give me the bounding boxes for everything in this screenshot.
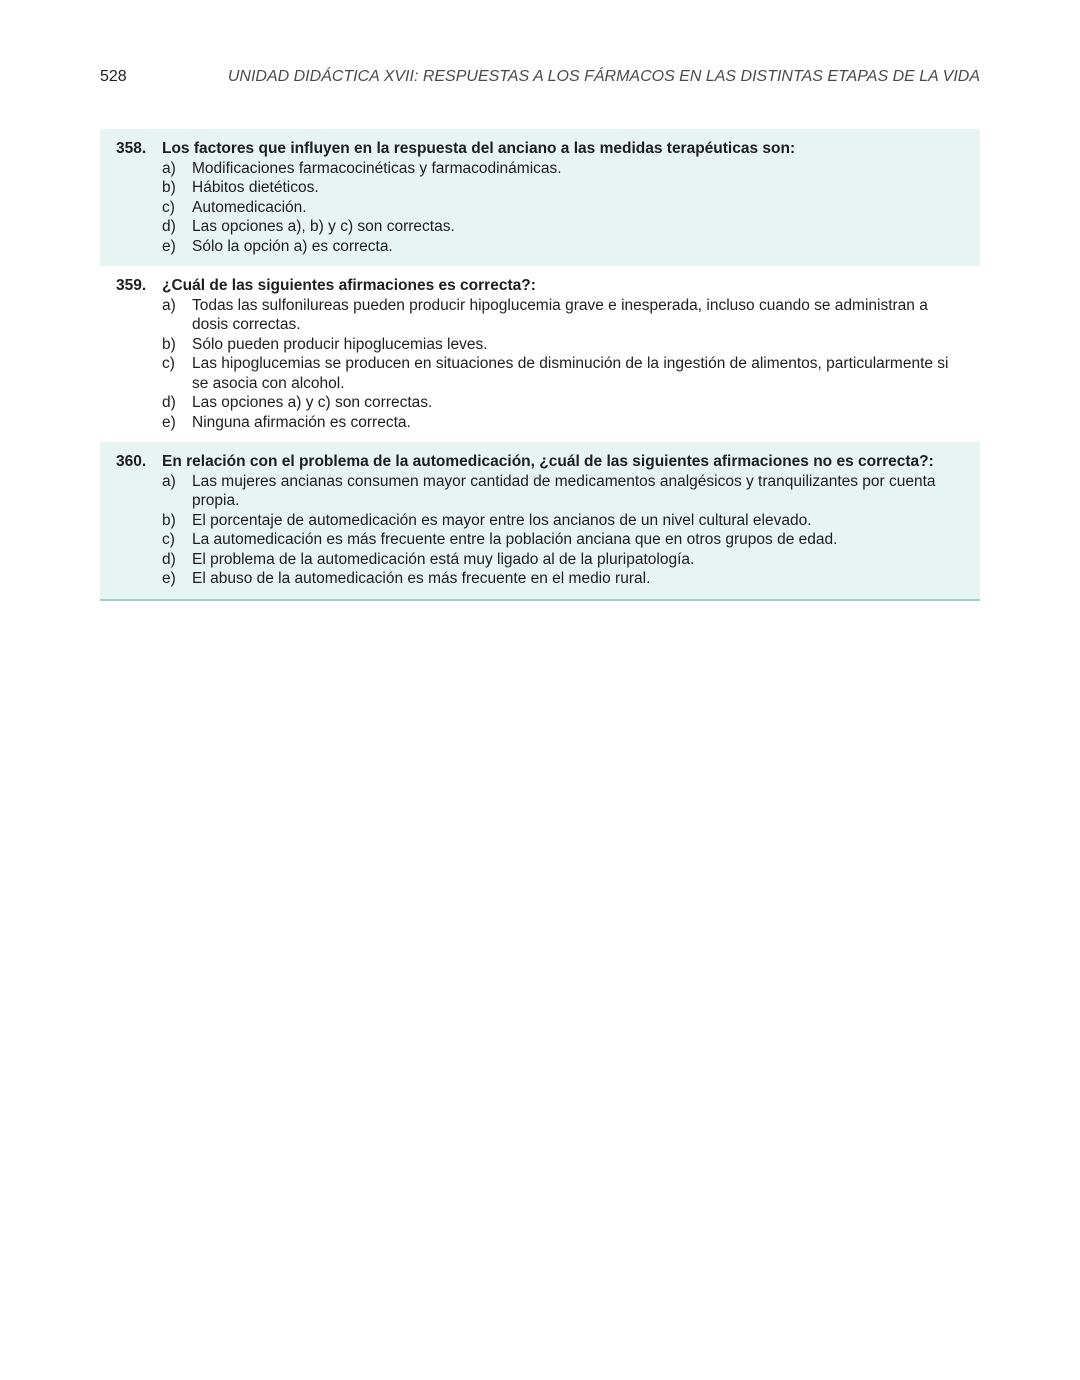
question-text: Los factores que influyen en la respuesta del anciano a las medidas terapéuticas son: [162, 140, 796, 157]
option-d [162, 550, 966, 570]
option-e [162, 237, 966, 257]
option-text: Ninguna afirmación es correcta. [192, 413, 411, 431]
option-list [100, 159, 966, 257]
option-b [162, 178, 966, 198]
option-letter: d) [162, 218, 176, 235]
option-b [162, 335, 966, 355]
option-text: El problema de la automedicación está muy ligado al de la pluripatología. [192, 550, 695, 568]
option-text: Sólo la opción a) es correcta. [192, 237, 393, 255]
option-text: Todas las sulfonilureas pueden producir hipoglucemia grave e inesperada, incluso cuando se administran a dosis correctas. [192, 296, 928, 333]
option-b [162, 511, 966, 531]
option-text: Modificaciones farmacocinéticas y farmacodinámicas. [192, 159, 562, 177]
option-e [162, 413, 966, 433]
question-360 [100, 442, 980, 599]
question-number: 360. [116, 453, 147, 470]
option-c [162, 530, 966, 550]
page-number: 528 [100, 68, 127, 85]
running-title: UNIDAD DIDÁCTICA XVII: RESPUESTAS A LOS FÁRMACOS EN LAS DISTINTAS ETAPAS DE LA VIDA [227, 68, 980, 85]
question-359 [100, 266, 980, 442]
option-text: Las opciones a), b) y c) son correctas. [192, 218, 455, 235]
option-letter: c) [162, 198, 175, 216]
option-letter: e) [162, 237, 176, 255]
option-letter: c) [162, 531, 175, 548]
option-d [162, 393, 966, 413]
option-d [162, 217, 966, 237]
option-letter: d) [162, 394, 176, 411]
option-text: Automedicación. [192, 198, 307, 216]
option-letter: b) [162, 179, 176, 196]
option-a [162, 159, 966, 179]
option-text: El abuso de la automedicación es más frecuente en el medio rural. [192, 570, 651, 587]
option-list [100, 296, 966, 433]
option-text: Sólo pueden producir hipoglucemias leves. [192, 335, 488, 353]
question-number: 358. [116, 140, 147, 157]
option-letter: a) [162, 296, 176, 314]
option-letter: e) [162, 413, 176, 431]
question-number: 359. [116, 277, 147, 294]
option-e [162, 569, 966, 589]
option-text: La automedicación es más frecuente entre la población anciana que en otros grupos de edad. [192, 531, 838, 548]
option-letter: d) [162, 550, 176, 568]
option-letter: c) [162, 355, 175, 372]
option-text: Hábitos dietéticos. [192, 179, 319, 196]
option-c [162, 198, 966, 218]
page-header [100, 68, 980, 90]
option-text: Las mujeres ancianas consumen mayor cantidad de medicamentos analgésicos y tranquilizantes por cuenta propia. [192, 472, 936, 509]
option-letter: a) [162, 472, 176, 490]
question-358 [100, 129, 980, 266]
option-letter: b) [162, 511, 176, 529]
option-text: El porcentaje de automedicación es mayor entre los ancianos de un nivel cultural elevado. [192, 511, 812, 529]
option-text: Las hipoglucemias se producen en situaciones de disminución de la ingestión de alimentos, particularmente si se asocia con alcohol. [192, 355, 949, 392]
option-letter: e) [162, 570, 176, 587]
option-letter: b) [162, 335, 176, 353]
option-c [162, 354, 966, 393]
option-a [162, 472, 966, 511]
option-text: Las opciones a) y c) son correctas. [192, 394, 433, 411]
question-text: En relación con el problema de la automedicación, ¿cuál de las siguientes afirmaciones no es correcta?: [162, 453, 934, 470]
question-text: ¿Cuál de las siguientes afirmaciones es correcta?: [162, 277, 536, 294]
option-list [100, 472, 966, 589]
question-list [100, 129, 980, 601]
option-a [162, 296, 966, 335]
option-letter: a) [162, 159, 176, 177]
